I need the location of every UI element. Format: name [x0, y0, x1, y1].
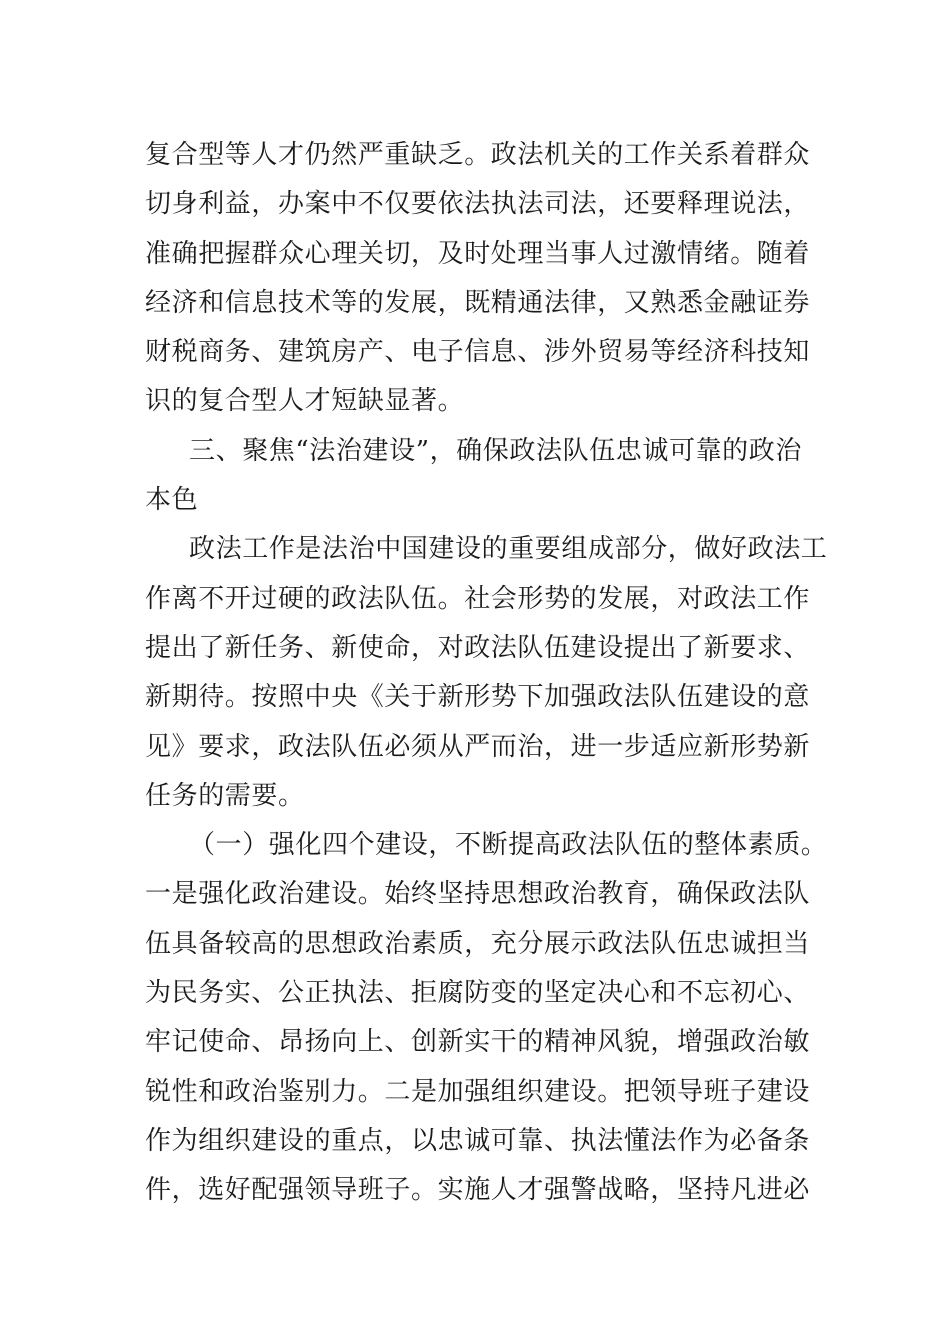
text-line: 件，选好配强领导班子。实施人才强警战略，坚持凡进必	[145, 1175, 811, 1206]
body-text	[145, 131, 828, 1216]
text-line: 牢记使命、昂扬向上、创新实干的精神风貌，增强政治敏	[145, 1027, 811, 1058]
text-line: 切身利益，办案中不仅要依法执法司法，还要释理说法，	[145, 189, 811, 220]
section-heading-continued: 本色	[145, 485, 199, 516]
text-line: 作为组织建设的重点，以忠诚可靠、执法懂法作为必备条	[145, 1125, 811, 1156]
text-line: 作离不开过硬的政法队伍。社会形势的发展，对政法工作	[145, 583, 811, 614]
text-line: 复合型等人才仍然严重缺乏。政法机关的工作关系着群众	[145, 140, 811, 170]
text-line: 见》要求，政法队伍必须从严而治，进一步适应新形势新	[145, 731, 811, 762]
text-line: 新期待。按照中央《关于新形势下加强政法队伍建设的意	[145, 682, 811, 713]
text-line: 一是强化政治建设。始终坚持思想政治教育，确保政法队	[145, 879, 811, 910]
text-line: 锐性和政治鉴别力。二是加强组织建设。把领导班子建设	[145, 1076, 811, 1107]
text-line: 任务的需要。	[145, 780, 305, 811]
text-line: 伍具备较高的思想政治素质，充分展示政法队伍忠诚担当	[145, 928, 811, 959]
text-line: 财税商务、建筑房产、电子信息、涉外贸易等经济科技知	[145, 337, 811, 368]
text-line: 政法工作是法治中国建设的重要组成部分，做好政法工	[189, 534, 828, 565]
text-line: 准确把握群众心理关切，及时处理当事人过激情绪。随着	[145, 238, 811, 269]
text-line: 为民务实、公正执法、拒腐防变的坚定决心和不忘初心、	[145, 978, 811, 1009]
text-line: 识的复合型人才短缺显著。	[145, 386, 465, 417]
section-heading: 三、聚焦“法治建设”，确保政法队伍忠诚可靠的政治	[189, 435, 802, 466]
text-line: 提出了新任务、新使命，对政法队伍建设提出了新要求、	[145, 632, 811, 663]
subsection-heading: （一）强化四个建设，不断提高政法队伍的整体素质。	[189, 830, 828, 861]
text-line: 经济和信息技术等的发展，既精通法律，又熟悉金融证券	[145, 287, 811, 318]
